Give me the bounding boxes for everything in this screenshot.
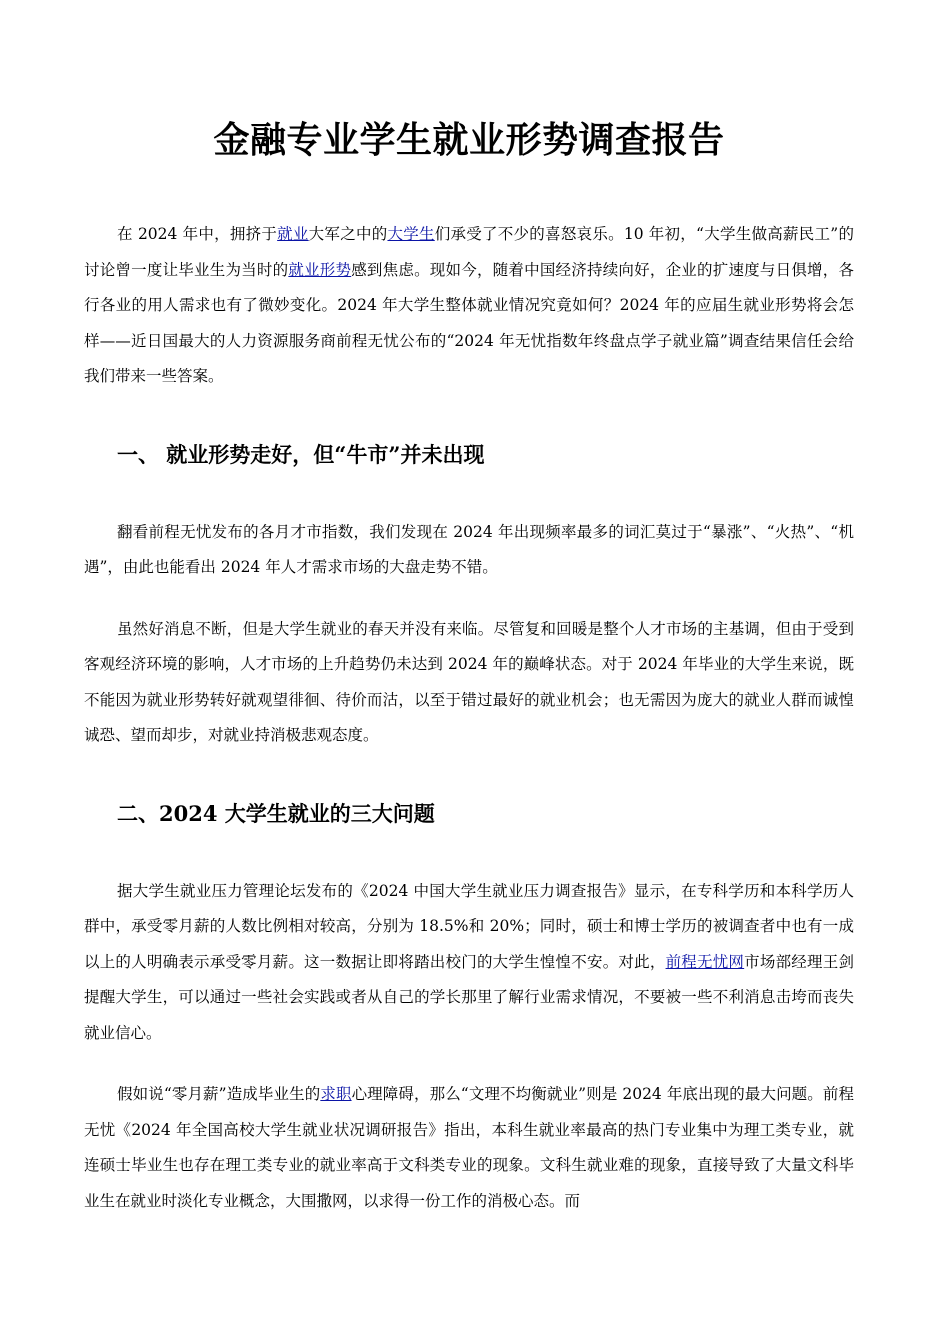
section-1-paragraph-1: 翻看前程无忧发布的各月才市指数，我们发现在 2024 年出现频率最多的词汇莫过于“暴涨”、“火热”、“机遇”，由此也能看出 2024 年人才需求市场的大盘走势不错。 — [84, 522, 854, 576]
section-2-p2-text-2: 心理障碍，那么“文理不均衡就业”则是 2024 年底出现的最大问题。前程无忧《2024 年全国高校大学生就业状况调研报告》指出，本科生就业率最高的热门专业集中为理工类专业，就连硕士毕业生也存在理工类专业的就业率高于文科类专业的现象。文科生就业难的现象，直接导致了大量文科毕业生在就业时淡化专业概念，大围撒网，以求得一份工作的消极心态。而 — [84, 1085, 854, 1210]
link-qiancheng-wuyou[interactable]: 前程无忧网 — [665, 952, 745, 971]
intro-paragraph — [84, 217, 854, 395]
link-jiuye[interactable]: 就业 — [277, 225, 309, 243]
link-jiuyexingshi[interactable]: 就业形势 — [288, 260, 352, 279]
section-1-paragraph-2: 虽然好消息不断，但是大学生就业的春天并没有来临。尽管复和回暖是整个人才市场的主基调，但由于受到客观经济环境的影响，人才市场的上升趋势仍未达到 2024 年的巅峰状态。对于 2024 年毕业的大学生来说，既不能因为就业形势转好就观望徘徊、待价而沽，以至于错过最好的就业机会；也无需因为庞大的就业人群而诚惶诚恐、望而却步，对就业持消极悲观态度。 — [84, 619, 854, 744]
intro-text-3: 们承受了不少的喜怒哀乐。10 年初，“大学生做高薪民工”的讨论曾一度让毕业生为当时的 — [84, 225, 854, 279]
intro-text-2: 大军之中的 — [308, 225, 388, 243]
link-qiuzhi[interactable]: 求职 — [320, 1085, 352, 1103]
section-1-heading: 一、 就业形势走好，但“牛市”并未出现 — [117, 441, 485, 467]
section-2-p1-text-2: 市场部经理王剑提醒大学生，可以通过一些社会实践或者从自己的学长那里了解行业需求情况，不要被一些不利消息击垮而丧失就业信心。 — [84, 952, 854, 1042]
intro-text-4: 感到焦虑。现如今，随着中国经济持续向好，企业的扩速度与日俱增，各行各业的用人需求也有了微妙变化。2024 年大学生整体就业情况究竟如何？2024 年的应届生就业形势将会怎样——近日国最大的人力资源服务商前程无忧公布的“2024 年无忧指数年终盘点学子就业篇”调查结果信任会给我们带来一些答案。 — [84, 260, 854, 385]
section-2-paragraph-1 — [84, 874, 854, 1052]
document-title: 金融专业学生就业形势调查报告 — [213, 119, 725, 161]
intro-text-1: 在 2024 年中，拥挤于 — [117, 225, 278, 243]
section-2-heading: 二、2024 大学生就业的三大问题 — [117, 800, 435, 826]
document-page — [84, 112, 854, 1219]
section-2-paragraph-2 — [84, 1077, 854, 1219]
section-2-p1-text-1: 据大学生就业压力管理论坛发布的《2024 中国大学生就业压力调查报告》显示，在专科学历和本科学历人群中，承受零月薪的人数比例相对较高，分别为 18.5%和 20%；同时，硕士和博士学历的被调查者中也有一成以上的人明确表示承受零月薪。这一数据让即将踏出校门的大学生惶惶不安。对此， — [84, 881, 854, 971]
section-2-p2-text-1: 假如说“零月薪”造成毕业生的 — [117, 1085, 321, 1103]
link-daxuesheng[interactable]: 大学生 — [387, 225, 435, 243]
